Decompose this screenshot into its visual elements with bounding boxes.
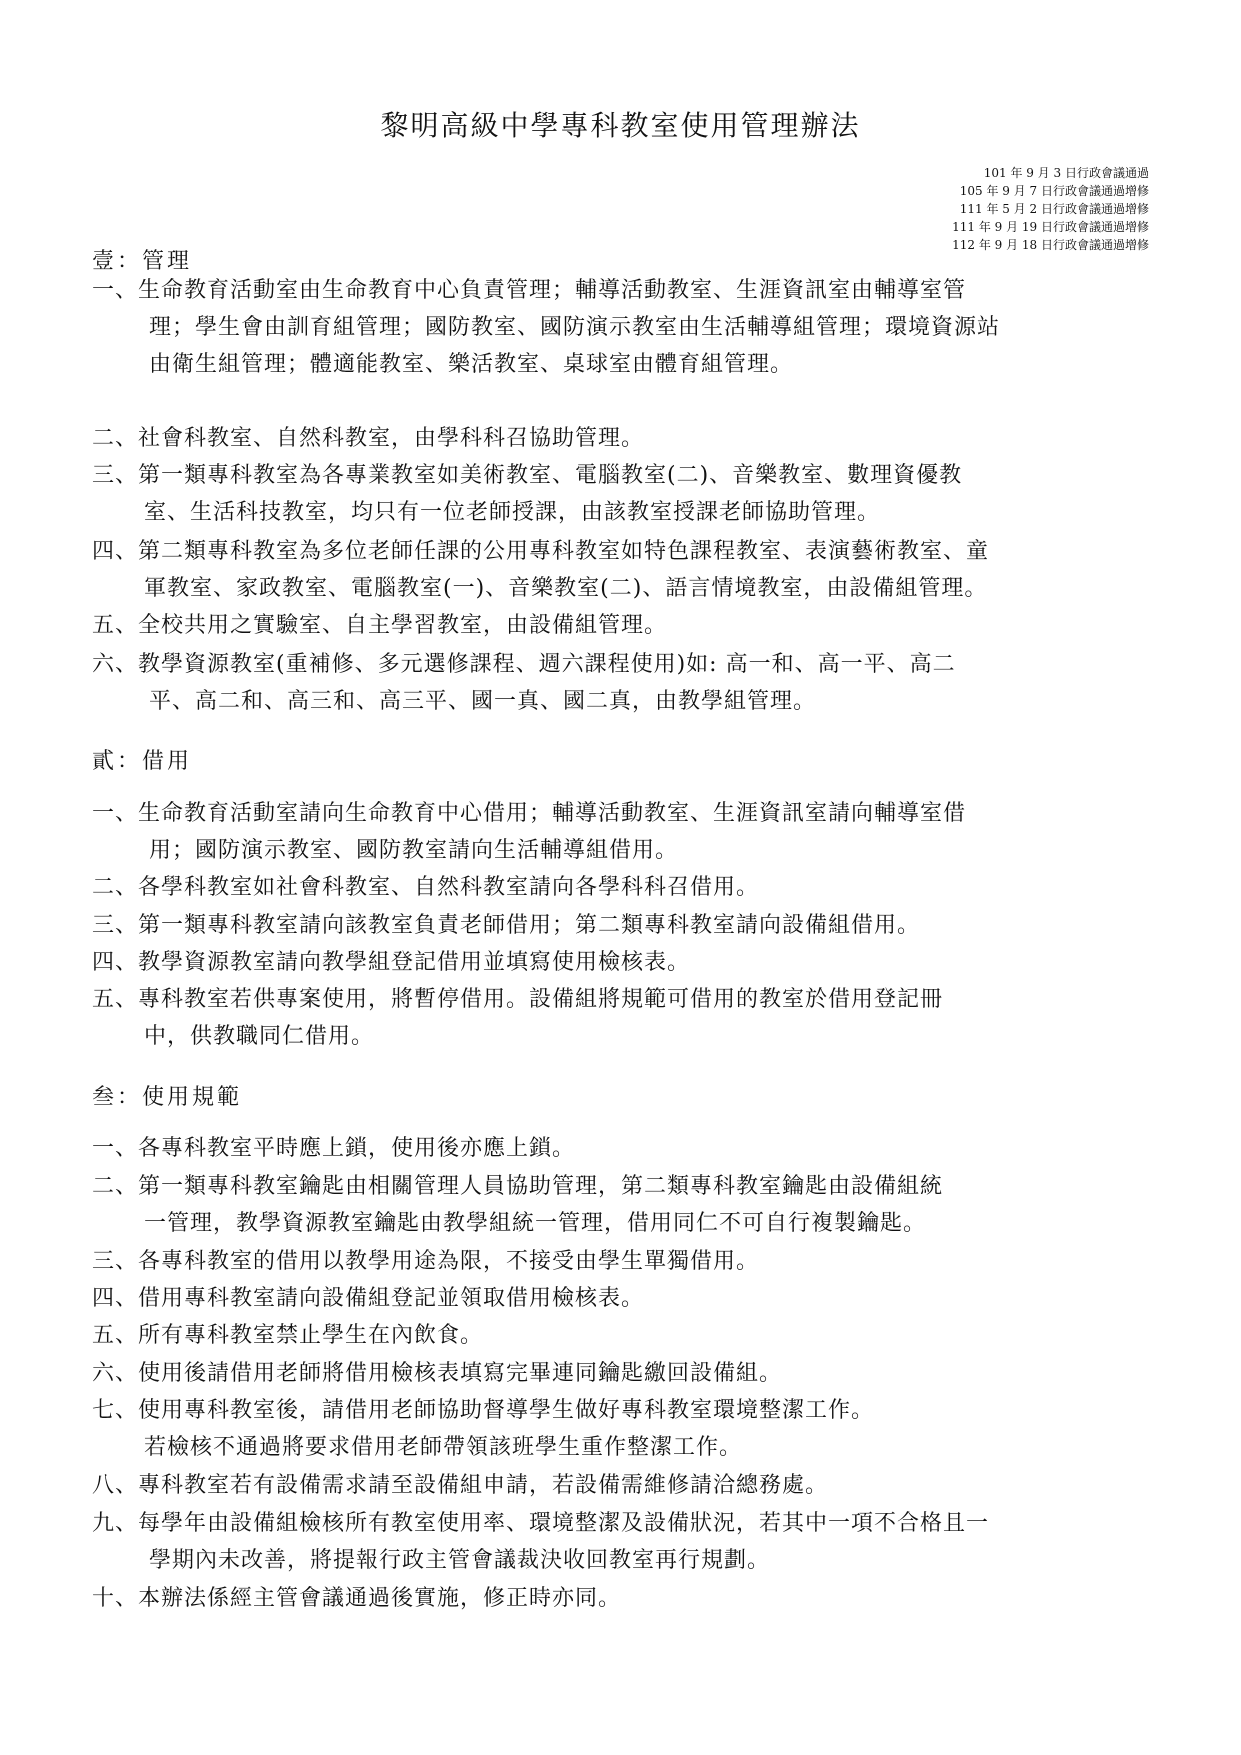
item-line: 六、使用後請借用老師將借用檢核表填寫完畢連同鑰匙繳回設備組。	[92, 1361, 783, 1386]
item-line: 九、每學年由設備組檢核所有教室使用率、環境整潔及設備狀況，若其中一項不合格且一	[92, 1511, 990, 1536]
item-line: 學期內未改善，將提報行政主管會議裁決收回教室再行規劃。	[149, 1548, 771, 1573]
list-item	[92, 1392, 1152, 1466]
list-item	[92, 272, 1152, 383]
list-item	[92, 795, 1152, 869]
section-heading-usage-rules: 叁：使用規範	[92, 1085, 243, 1110]
item-line: 五、所有專科教室禁止學生在內飲食。	[92, 1323, 484, 1348]
revision-history	[952, 164, 1149, 254]
item-line: 三、各專科教室的借用以教學用途為限，不接受由學生單獨借用。	[92, 1249, 760, 1274]
list-item	[92, 1355, 1152, 1392]
item-line: 四、第二類專科教室為多位老師任課的公用專科教室如特色課程教室、表演藝術教室、童	[92, 539, 990, 564]
revision-line: 112 年 9 月 18 日行政會議通過增修	[952, 238, 1149, 252]
document-title: 黎明高級中學專科教室使用管理辦法	[380, 109, 861, 142]
item-line: 五、全校共用之實驗室、自主學習教室，由設備組管理。	[92, 613, 668, 638]
item-line: 中，供教職同仁借用。	[144, 1024, 375, 1049]
section-heading-borrowing: 貳：借用	[92, 749, 193, 774]
item-line: 理；學生會由訓育組管理；國防教室、國防演示教室由生活輔導組管理；環境資源站	[149, 315, 1001, 340]
list-item	[92, 1317, 1152, 1354]
item-line: 室、生活科技教室，均只有一位老師授課，由該教室授課老師協助管理。	[144, 500, 881, 525]
list-item	[92, 646, 1152, 720]
section-heading-management: 壹：管理	[92, 249, 193, 274]
list-item	[92, 1280, 1152, 1317]
item-line: 十、本辦法係經主管會議通過後實施，修正時亦同。	[92, 1586, 622, 1611]
list-item	[92, 1130, 1152, 1167]
list-item	[92, 533, 1152, 607]
item-line: 由衛生組管理；體適能教室、樂活教室、桌球室由體育組管理。	[149, 352, 794, 377]
item-line: 三、第一類專科教室為各專業教室如美術教室、電腦教室(二)、音樂教室、數理資優教	[92, 463, 963, 488]
item-line: 五、專科教室若供專案使用，將暫停借用。設備組將規範可借用的教室於借用登記冊	[92, 987, 944, 1012]
revision-line: 111 年 5 月 2 日行政會議通過增修	[959, 202, 1149, 216]
item-line: 七、使用專科教室後，請借用老師協助督導學生做好專科教室環境整潔工作。	[92, 1398, 875, 1423]
item-line: 二、各學科教室如社會科教室、自然科教室請向各學科科召借用。	[92, 875, 760, 900]
item-line: 三、第一類專科教室請向該教室負責老師借用；第二類專科教室請向設備組借用。	[92, 913, 921, 938]
item-line: 二、社會科教室、自然科教室，由學科科召協助管理。	[92, 426, 645, 451]
item-line: 六、教學資源教室(重補修、多元選修課程、週六課程使用)如: 高一和、高一平、高二	[92, 652, 956, 677]
revision-line: 101 年 9 月 3 日行政會議通過	[983, 166, 1149, 180]
list-item	[92, 1580, 1152, 1617]
list-item	[92, 907, 1152, 944]
item-line: 用；國防演示教室、國防教室請向生活輔導組借用。	[149, 838, 679, 863]
item-line: 軍教室、家政教室、電腦教室(一)、音樂教室(二)、語言情境教室，由設備組管理。	[144, 576, 988, 601]
item-line: 一、生命教育活動室由生命教育中心負責管理；輔導活動教室、生涯資訊室由輔導室管	[92, 278, 967, 303]
item-line: 平、高二和、高三和、高三平、國一真、國二真，由教學組管理。	[149, 689, 817, 714]
list-item	[92, 1505, 1152, 1579]
list-item	[92, 420, 1152, 457]
item-line: 一、生命教育活動室請向生命教育中心借用；輔導活動教室、生涯資訊室請向輔導室借	[92, 801, 967, 826]
revision-line: 111 年 9 月 19 日行政會議通過增修	[952, 220, 1149, 234]
list-item	[92, 981, 1152, 1055]
list-item	[92, 1168, 1152, 1242]
item-line: 一、各專科教室平時應上鎖，使用後亦應上鎖。	[92, 1136, 576, 1161]
item-line: 一管理，教學資源教室鑰匙由教學組統一管理，借用同仁不可自行複製鑰匙。	[144, 1211, 927, 1236]
list-item	[92, 944, 1152, 981]
list-item	[92, 1467, 1152, 1504]
list-item	[92, 457, 1152, 531]
list-item	[92, 1243, 1152, 1280]
revision-line: 105 年 9 月 7 日行政會議通過增修	[959, 184, 1149, 198]
item-line: 四、教學資源教室請向教學組登記借用並填寫使用檢核表。	[92, 950, 691, 975]
item-line: 若檢核不通過將要求借用老師帶領該班學生重作整潔工作。	[144, 1435, 743, 1460]
item-line: 二、第一類專科教室鑰匙由相關管理人員協助管理，第二類專科教室鑰匙由設備組統	[92, 1174, 944, 1199]
list-item	[92, 607, 1152, 644]
list-item	[92, 869, 1152, 906]
item-line: 四、借用專科教室請向設備組登記並領取借用檢核表。	[92, 1286, 645, 1311]
item-line: 八、專科教室若有設備需求請至設備組申請，若設備需維修請洽總務處。	[92, 1473, 829, 1498]
